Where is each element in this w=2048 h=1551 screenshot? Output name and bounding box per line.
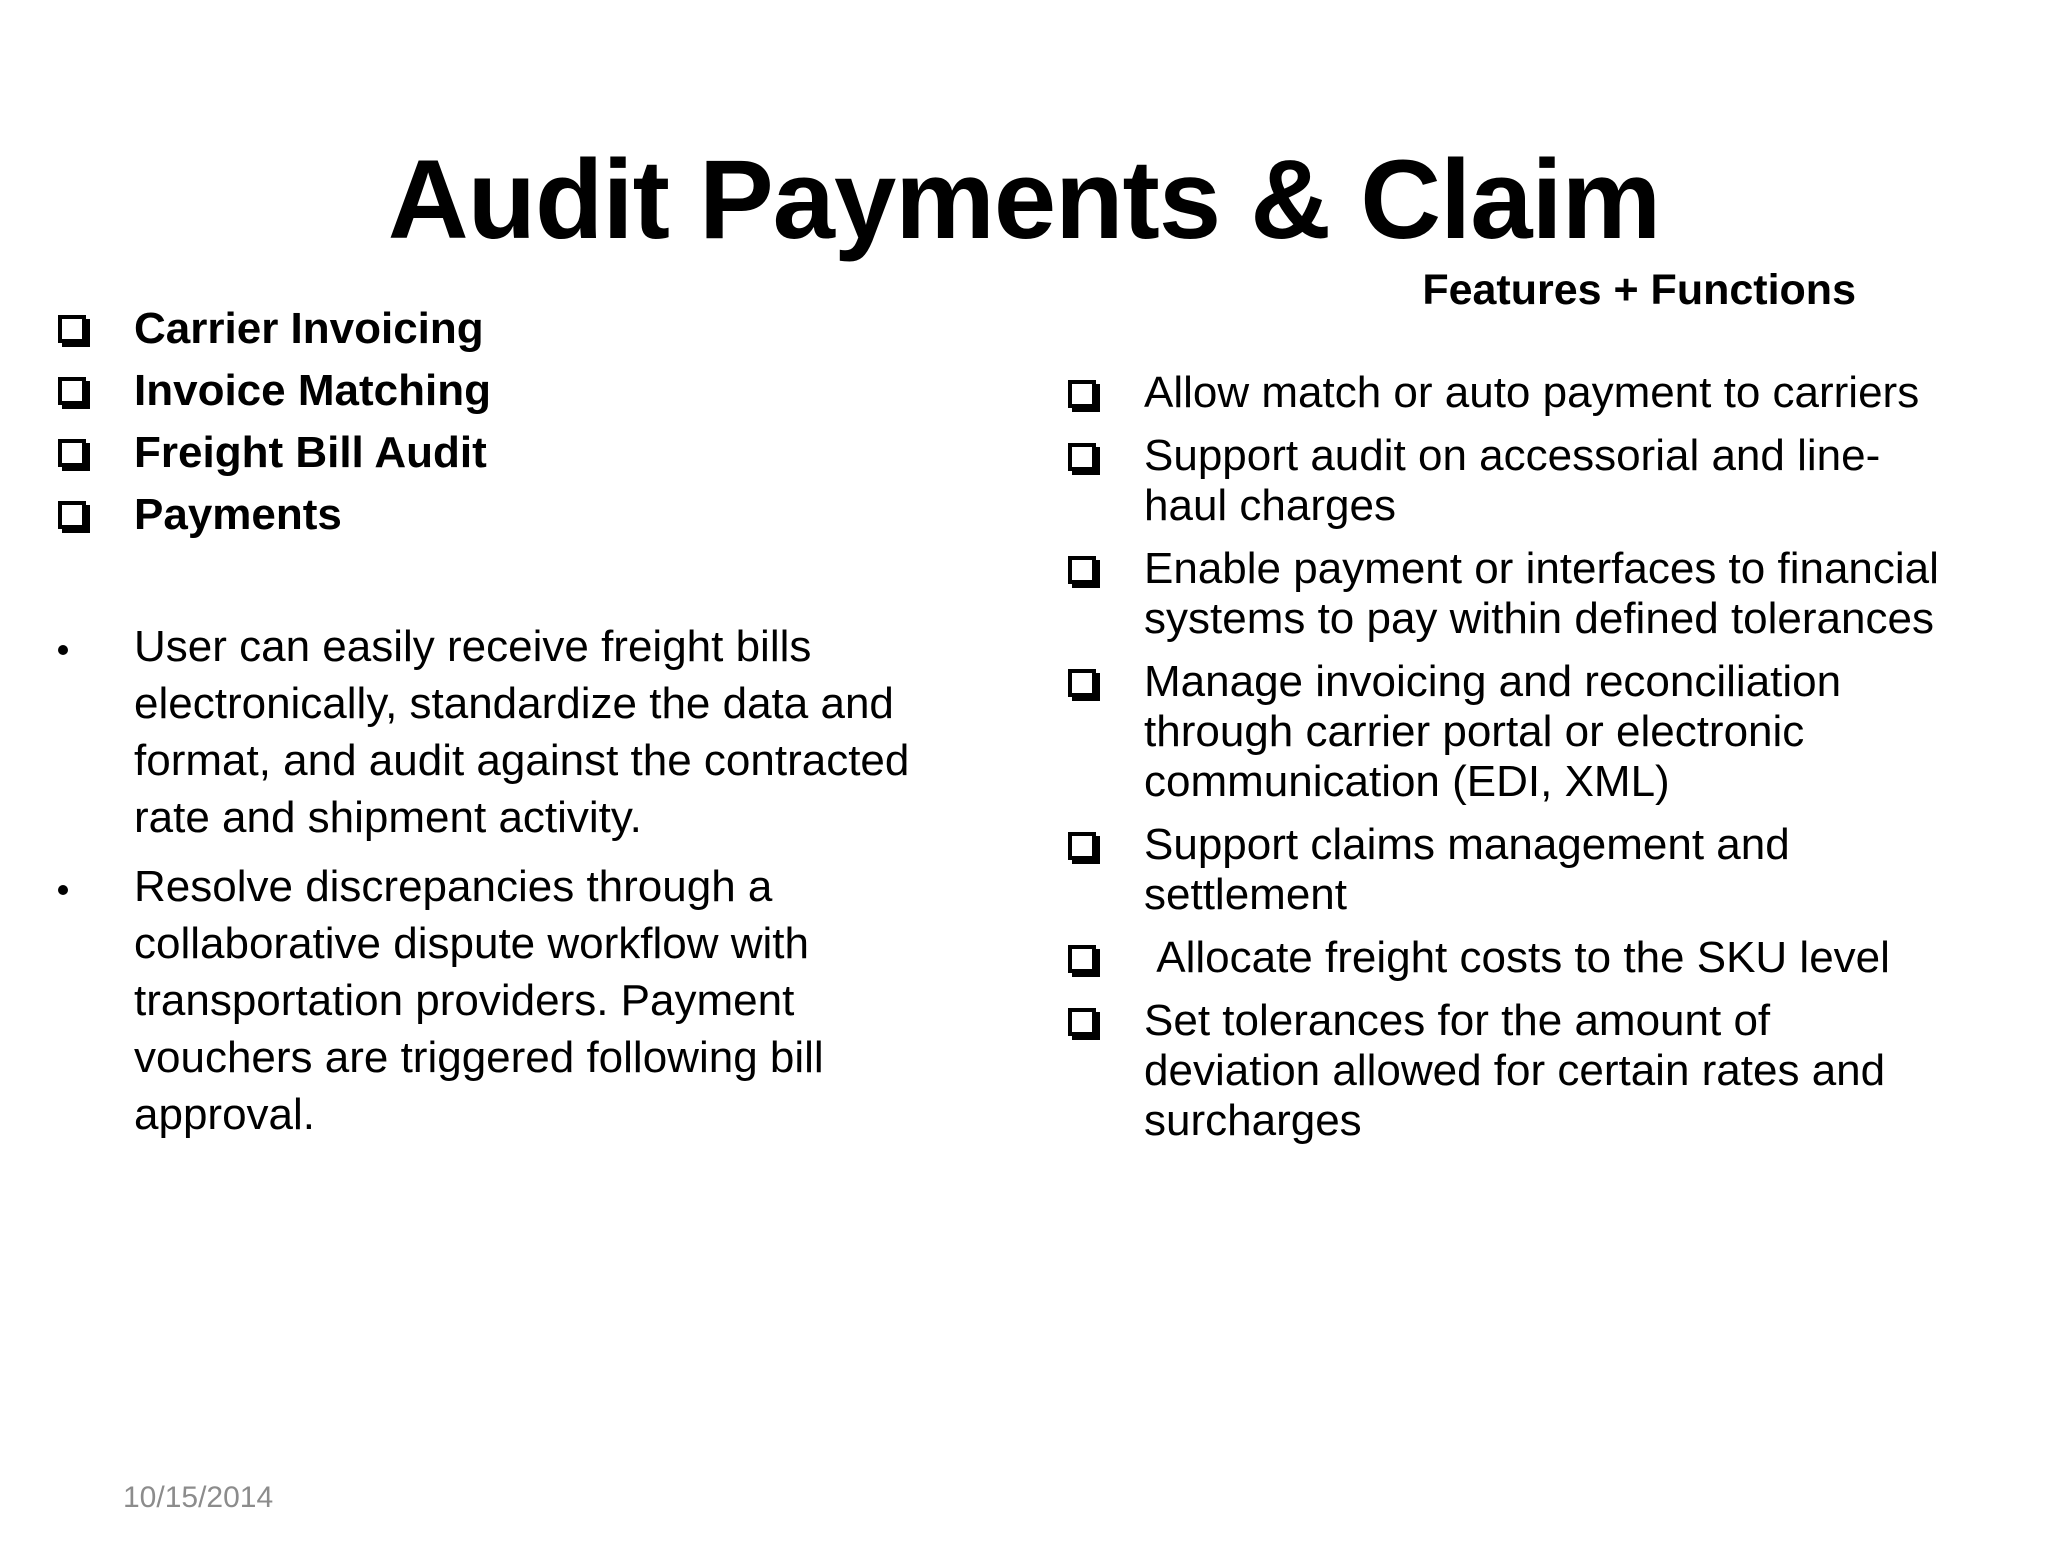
slide-subtitle: Features + Functions <box>1422 266 1856 314</box>
list-item <box>1068 820 1948 920</box>
checklist-label: Invoice Matching <box>134 366 491 415</box>
list-item <box>58 484 958 546</box>
checklist-label: Allocate freight costs to the SKU level <box>1144 933 1890 982</box>
list-item <box>1068 544 1948 644</box>
left-bullet-list <box>58 618 958 1155</box>
checkbox-icon <box>1068 832 1096 860</box>
checklist-label: Set tolerances for the amount of deviation allowed for certain rates and surcharges <box>1144 996 1886 1145</box>
checklist-label: Enable payment or interfaces to financial systems to pay within defined tolerances <box>1144 544 1939 643</box>
checklist-label: Allow match or auto payment to carriers <box>1144 368 1920 417</box>
checklist-label: Freight Bill Audit <box>134 428 487 477</box>
checkbox-icon <box>58 501 86 529</box>
checkbox-icon <box>1068 443 1096 471</box>
slide-date: 10/15/2014 <box>123 1481 274 1514</box>
checkbox-icon <box>1068 380 1096 408</box>
checkbox-icon <box>58 439 86 467</box>
checklist-label: Support claims management and settlement <box>1144 820 1790 919</box>
list-item <box>58 858 958 1143</box>
slide-title: Audit Payments & Claim <box>387 137 1661 262</box>
list-item <box>1068 996 1948 1146</box>
checkbox-icon <box>1068 1008 1096 1036</box>
list-item <box>1068 657 1948 807</box>
checklist-label: Support audit on accessorial and line-haul charges <box>1144 431 1881 530</box>
bullet-text: Resolve discrepancies through a collaborative dispute workflow with transportation providers. Payment vouchers are triggered following bill approval. <box>134 862 824 1139</box>
checkbox-icon <box>58 315 86 343</box>
checklist-label: Payments <box>134 490 342 539</box>
right-checklist <box>1068 368 1948 1159</box>
bullet-icon <box>58 645 68 655</box>
bullet-text: User can easily receive freight bills electronically, standardize the data and format, and audit against the contracted rate and shipment activity. <box>134 622 910 842</box>
checkbox-icon <box>1068 945 1096 973</box>
bullet-icon <box>58 885 68 895</box>
list-item <box>1068 933 1948 983</box>
list-item <box>58 298 958 360</box>
checkbox-icon <box>58 377 86 405</box>
checklist-label: Manage invoicing and reconciliation through carrier portal or electronic communication (EDI, XML) <box>1144 657 1842 806</box>
list-item <box>58 422 958 484</box>
list-item <box>1068 368 1948 418</box>
left-checklist <box>58 298 958 546</box>
list-item <box>1068 431 1948 531</box>
list-item <box>58 618 958 846</box>
checklist-label: Carrier Invoicing <box>134 304 484 353</box>
checkbox-icon <box>1068 556 1096 584</box>
checkbox-icon <box>1068 669 1096 697</box>
list-item <box>58 360 958 422</box>
